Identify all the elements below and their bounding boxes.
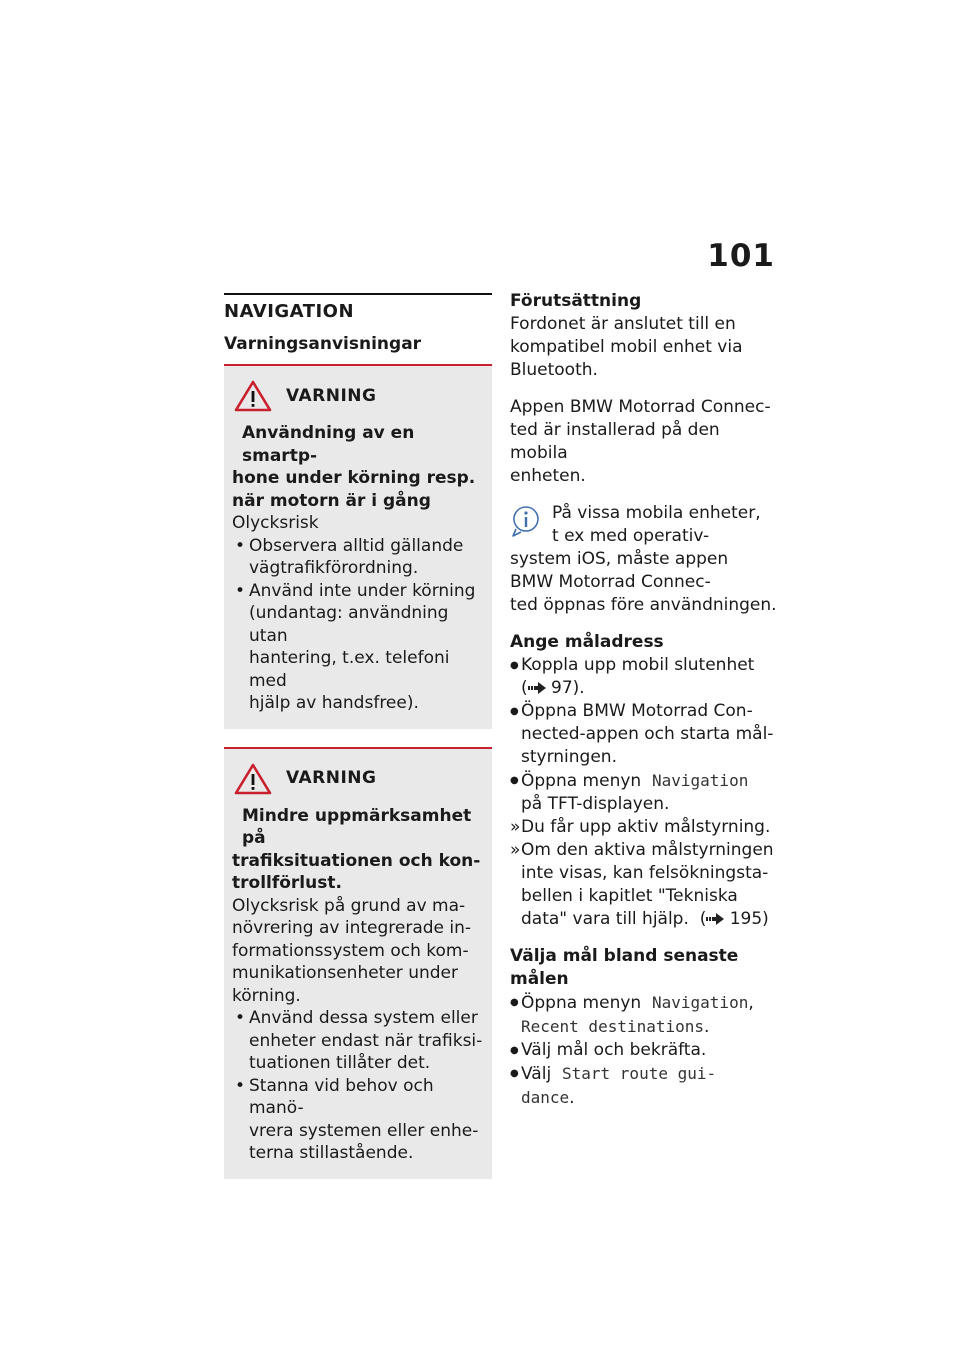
line: vägtrafikförordning. <box>249 558 419 578</box>
right-column <box>510 290 782 1110</box>
line: körning. <box>232 985 301 1006</box>
menu-name: dance <box>521 1088 570 1107</box>
warning-box-2 <box>224 747 492 1179</box>
line: Olycksrisk på grund av ma- <box>232 895 466 916</box>
menu-name: Navigation <box>652 771 749 790</box>
recent-title: Välja mål bland senaste målen <box>510 946 739 989</box>
section-title: NAVIGATION <box>224 293 492 322</box>
warning-title-line: när motorn är i gång <box>232 490 431 511</box>
list-item <box>510 700 782 769</box>
warning-bullets <box>232 1007 484 1165</box>
arrow-reference-icon <box>528 682 546 694</box>
warning-risk: Olycksrisk <box>232 513 319 533</box>
line <box>521 1015 782 1039</box>
line <box>521 991 782 1015</box>
list-item <box>232 1007 484 1075</box>
page-ref: 97). <box>551 678 585 698</box>
text: Välj <box>521 1064 552 1084</box>
line: hjälp av handsfree). <box>249 693 419 713</box>
list-item <box>510 1062 782 1110</box>
left-column <box>224 293 492 1179</box>
line: nected-appen och starta mål- <box>521 724 774 744</box>
text: Öppna menyn <box>521 771 642 791</box>
warning-title-line: trollförlust. <box>232 873 342 893</box>
warning-title-line: hone under körning resp. <box>232 468 476 488</box>
line: tuationen tillåter det. <box>249 1053 431 1073</box>
warning-title <box>232 805 484 850</box>
line: enheten. <box>510 466 586 486</box>
line: » Du får upp aktiv målstyrning. <box>521 817 771 837</box>
line: ● Välj mål och bekräfta. <box>521 1040 707 1060</box>
line: på TFT-displayen. <box>521 794 670 814</box>
text: data" vara till hjälp. <box>521 909 689 929</box>
menu-name: Start route gui- <box>562 1064 717 1083</box>
prerequisite-text-2 <box>510 396 782 488</box>
paren: ( <box>521 678 528 698</box>
line: (undantag: användning utan <box>249 603 449 646</box>
list-item <box>232 1075 484 1165</box>
line: vrera systemen eller enhe- <box>249 1120 479 1141</box>
recent-steps <box>510 991 782 1110</box>
page-ref: 195) <box>729 909 769 929</box>
warning-title <box>232 422 484 467</box>
line: BMW Motorrad Connec- <box>510 572 711 592</box>
punct: . <box>704 1017 710 1037</box>
paren: ( <box>699 909 707 929</box>
warning-box-1 <box>224 364 492 729</box>
result-item <box>510 839 782 931</box>
warning-risk <box>232 895 484 1008</box>
warning-bullets <box>232 535 484 715</box>
warning-triangle-icon <box>234 380 272 412</box>
punct: , <box>748 993 754 1013</box>
warning-title-line: Mindre uppmärksamhet på <box>242 805 472 848</box>
line: system iOS, måste appen <box>510 549 729 569</box>
line: ted öppnas före användningen. <box>510 595 777 615</box>
line: styrningen. <box>521 747 617 767</box>
line: enheter endast när trafiksi- <box>249 1030 483 1051</box>
list-item <box>510 991 782 1039</box>
warning-title-cont <box>232 467 484 512</box>
list-item <box>232 535 484 580</box>
line: hantering, t.ex. telefoni med <box>249 648 450 691</box>
line <box>521 908 782 931</box>
line: kompatibel mobil enhet via <box>510 337 743 357</box>
line: terna stillastående. <box>249 1143 414 1163</box>
line: formationssystem och kom- <box>232 940 469 961</box>
arrow-reference-icon <box>706 913 724 925</box>
list-item <box>510 1039 782 1062</box>
line: munikationsenheter under <box>232 963 458 983</box>
list-item <box>510 769 782 816</box>
list-item <box>232 580 484 715</box>
punct: . <box>569 1088 575 1108</box>
line: bellen i kapitlet "Tekniska <box>521 886 738 906</box>
line: Fordonet är anslutet till en <box>510 314 736 334</box>
line: • Stanna vid behov och manö- <box>249 1075 434 1118</box>
warning-title-line: Användning av en smartp- <box>242 423 415 466</box>
line <box>521 1062 782 1086</box>
warning-triangle-icon <box>234 763 272 795</box>
line: Bluetooth. <box>510 360 598 380</box>
line: növrering av integrerade in- <box>232 918 472 938</box>
info-note <box>510 502 782 617</box>
line: • Använd inte under körning <box>249 580 476 601</box>
menu-name: Navigation <box>652 993 749 1012</box>
result-item <box>510 816 782 839</box>
line: » Om den aktiva målstyrningen <box>521 840 774 860</box>
page-number: 101 <box>707 238 775 274</box>
line: ted är installerad på den mobila <box>510 420 720 463</box>
info-icon <box>510 504 542 538</box>
line: inte visas, kan felsökningsta- <box>521 863 769 883</box>
warning-label: VARNING <box>286 768 377 789</box>
prerequisite-title: Förutsättning <box>510 291 642 311</box>
line <box>521 769 782 793</box>
menu-name: Recent destinations <box>521 1017 705 1036</box>
line <box>521 1086 782 1110</box>
prerequisite-text-1 <box>510 313 782 382</box>
sub-title: Varningsanvisningar <box>224 334 422 354</box>
destination-title: Ange måladress <box>510 632 664 652</box>
line: ● Koppla upp mobil slutenhet <box>521 655 755 675</box>
line: t ex med operativ- <box>552 526 710 546</box>
warning-label: VARNING <box>286 385 377 406</box>
line: ● Öppna BMW Motorrad Con- <box>521 701 753 721</box>
line: • Observera alltid gällande <box>249 535 464 556</box>
list-item <box>510 654 782 700</box>
line: • Använd dessa system eller <box>249 1008 478 1028</box>
warning-title-cont <box>232 850 484 895</box>
destination-steps <box>510 654 782 931</box>
line: Appen BMW Motorrad Connec- <box>510 397 771 417</box>
line <box>521 677 782 700</box>
line: På vissa mobila enheter, <box>552 503 761 523</box>
warning-title-line: trafiksituationen och kon- <box>232 850 481 871</box>
text: Öppna menyn <box>521 993 642 1013</box>
